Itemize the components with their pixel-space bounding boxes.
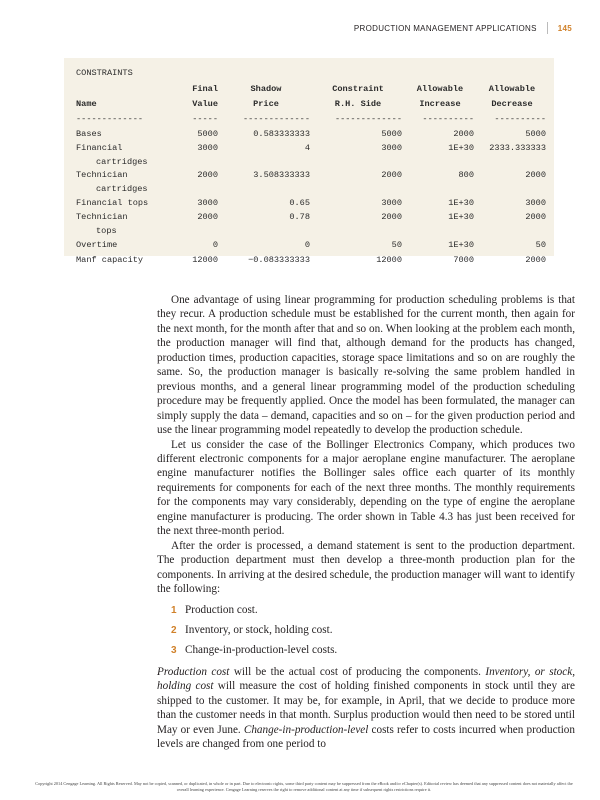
rule-row: ------------- ----- ------------- ------------- ---------- ---------- [76,114,546,124]
table-row: Manf capacity 12000 −0.083333333 12000 7000 2000 [76,255,546,265]
solver-output-box [64,58,554,265]
header-rh-side: R.H. Side [334,99,382,109]
header-value: Value [192,99,218,109]
header-allowable-decrease: Allowable [488,84,536,94]
copyright-notice: Copyright 2014 Cengage Learning. All Rights Reserved. May not be copied, scanned, or duplicated, in whole or in part. Due to electronic rights, some third party content may be suppressed from the eBook and/or eChapter(s). Editorial review has deemed that any suppressed content does not materially affect the overall learning experience. Cengage Learning reserves the right to remove additional content at any time if subsequent rights restrictions require it. [35,781,573,792]
table-row: Overtime 0 0 50 1E+30 50 [76,240,546,250]
output-title: CONSTRAINTS [76,68,133,78]
running-head [354,22,572,34]
list-item: 2 Inventory, or stock, holding cost. [171,623,333,636]
paragraph: One advantage of using linear programming for production scheduling problems is that they recur. A production schedule must be established for the current month, then again for the next month, for the month after that and so on. When looking at the problem each month, the production manager will find that, although demand for the products has changed, production times, production capacities, storage space limitations and so on are roughly the same. So, the production manager is basically re-solving the same problem handled in previous months, and a general linear programming model of the production scheduling procedure may be frequently applied. Once the model has been formulated, the manager can simply supply the data – demand, capacities and so on – for the given production period and use the linear programming model repeatedly to develop the production schedule. [157,294,575,437]
table-row: Technician cartridges 2000 3.508333333 2000 800 2000 [76,170,546,194]
table-row: Technician tops 2000 0.78 2000 1E+30 2000 [76,212,546,236]
running-head-divider [547,22,548,34]
header-name: Name [76,99,97,109]
paragraph: Production cost will be the actual cost of producing the components. Inventory, or stock, holding cost will measure the cost of holding finished components in stock until they are shipped to the customer. It may be, for example, in April, that we decide to produce more than the customer needs in that month. Surplus production would then need to be stored until May or even June. Change-in-production-level costs refer to costs incurred when production levels are changed from one period to [157,665,575,751]
header-decrease: Decrease [491,99,533,109]
header-row-2 [74,97,548,112]
header-increase: Increase [419,99,461,109]
table-row: Financial cartridges 3000 4 3000 1E+30 2333.333333 [76,143,546,167]
cost-list [157,603,575,659]
header-shadow: Shadow [250,84,282,94]
list-item: 3 Change-in-production-level costs. [171,644,338,657]
header-row-1 [74,82,548,97]
table-row: Bases 5000 0.583333333 5000 2000 5000 [76,129,546,139]
running-head-title: PRODUCTION MANAGEMENT APPLICATIONS [353,23,537,33]
header-price: Price [253,99,279,109]
header-allowable-increase: Allowable [416,84,464,94]
table-row: Financial tops 3000 0.65 3000 1E+30 3000 [76,198,546,208]
list-item: 1 Production cost. [171,603,258,616]
body-text [157,293,575,752]
page-number: 145 [557,23,572,33]
paragraph: Let us consider the case of the Bollinger Electronics Company, which produces two different electronic components for a major aeroplane engine manufacturer. The aeroplane engine manufacturer notifies the Bollinger sales office each quarter of its monthly requirements for components for each of the next three months. The monthly requirements for the components may vary considerably, depending on the type of engine the aeroplane engine manufacturer is producing. The order shown in Table 4.3 has just been received for the next three-month period. [157,438,575,538]
header-final: Final [192,84,218,94]
paragraph: After the order is processed, a demand statement is sent to the production department. The production department must then develop a three-month production plan for the components. In arriving at the desired schedule, the production manager will want to identify the following: [157,539,575,596]
constraints-table [74,82,548,268]
header-constraint: Constraint [332,84,384,94]
